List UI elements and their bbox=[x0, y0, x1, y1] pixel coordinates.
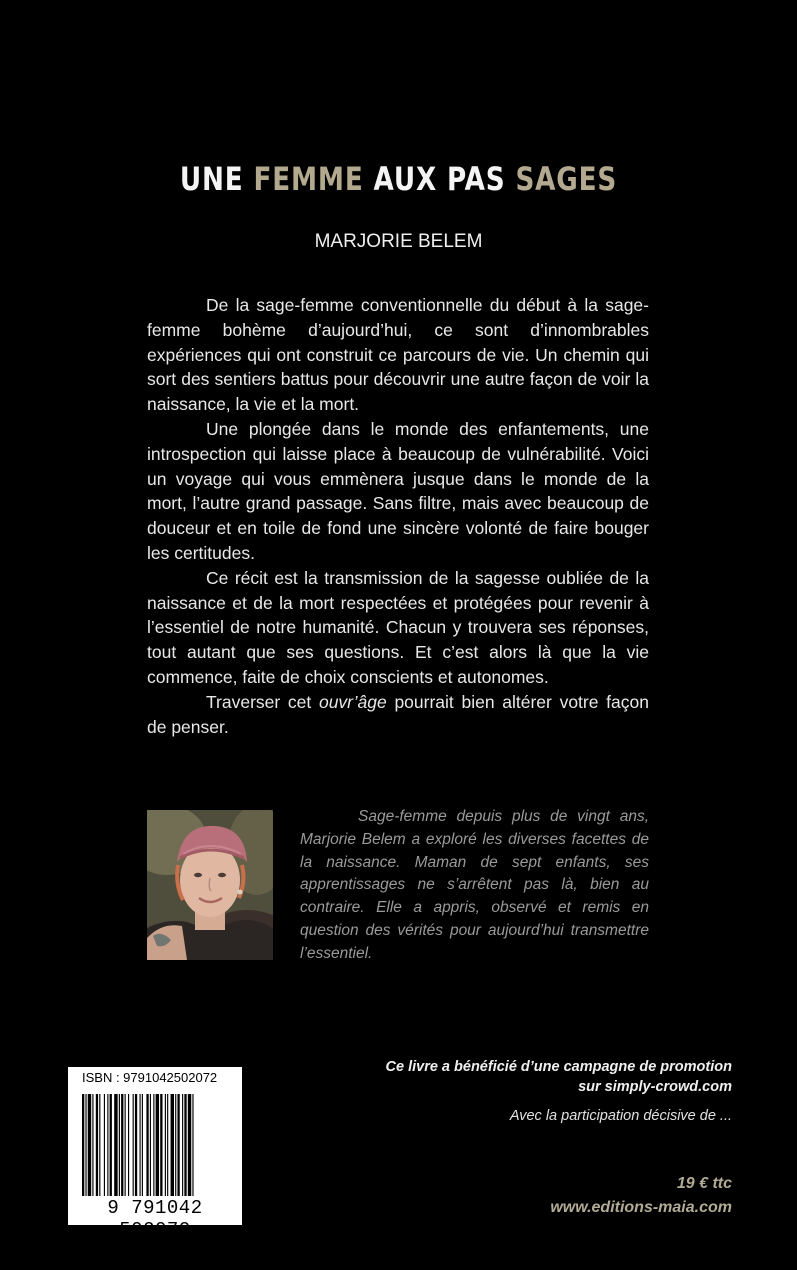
barcode-bar bbox=[99, 1094, 100, 1196]
barcode-graphic bbox=[82, 1094, 228, 1196]
barcode-bar bbox=[184, 1094, 186, 1196]
barcode-bar bbox=[182, 1094, 183, 1196]
price: 19 € ttc bbox=[676, 1175, 732, 1192]
title-part-3: AUX PAS bbox=[363, 160, 516, 198]
promo-line-2: sur simply-crowd.com bbox=[578, 1079, 732, 1095]
barcode-bar bbox=[85, 1094, 86, 1196]
barcode-bar bbox=[156, 1094, 159, 1196]
barcode-bar bbox=[188, 1094, 191, 1196]
barcode-bar bbox=[177, 1094, 179, 1196]
barcode-bar bbox=[110, 1094, 112, 1196]
barcode-bar bbox=[82, 1094, 84, 1196]
blurb-p4-before: Traverser cet bbox=[206, 691, 319, 712]
barcode-bar bbox=[125, 1094, 126, 1196]
barcode-bar bbox=[167, 1094, 168, 1196]
barcode-bar bbox=[119, 1094, 120, 1196]
barcode-bar bbox=[165, 1094, 166, 1196]
barcode-bar bbox=[88, 1094, 91, 1196]
book-title bbox=[72, 160, 726, 198]
author-name: MARJORIE BELEM bbox=[314, 231, 483, 252]
barcode-bar bbox=[153, 1094, 154, 1196]
barcode-bar bbox=[135, 1094, 137, 1196]
participation-note: Avec la participation décisive de ... bbox=[509, 1108, 732, 1124]
barcode-bar bbox=[142, 1094, 143, 1196]
title-part-1: UNE bbox=[179, 160, 254, 198]
barcode-bar bbox=[92, 1094, 93, 1196]
barcode-bar bbox=[146, 1094, 148, 1196]
blurb-paragraph-3: Ce récit est la transmission de la sagesse oubliée de la naissance et de la mort respectées et protégées pour revenir à l’essentiel de notre humanité. Chacun y trouvera ses réponses, tout autant que ses questions. Et c’est alors là que la vie commence, faite de choix conscients et autonomes. bbox=[147, 567, 649, 687]
author-bio bbox=[300, 806, 649, 966]
barcode-bar bbox=[171, 1094, 174, 1196]
barcode-bar bbox=[121, 1094, 123, 1196]
publisher-website: www.editions-maia.com bbox=[550, 1199, 732, 1216]
blurb-p4-after: pourrait bien altérer votre façon de penser. bbox=[147, 691, 649, 737]
author-bio-text: Sage-femme depuis plus de vingt ans, Marjorie Belem a exploré les diverses facettes de la naissance. Maman de sept enfants, ses apprentissages ne s’arrêtent pas là, bien au contraire. Elle a appris, observé et remis en question des vérités pour aujourd’hui transmettre l’essentiel. bbox=[300, 808, 649, 962]
barcode-bar bbox=[160, 1094, 162, 1196]
barcode-bar bbox=[128, 1094, 129, 1196]
blurb-p4-italic: ouvr’âge bbox=[318, 691, 387, 712]
blurb-paragraph-1: De la sage-femme conventionnelle du début à la sage-femme bohème d’aujourd’hui, ce sont d’innombrables expériences qui ont construit ce parcours de vie. Un chemin qui sort des sentiers battus pour découvrir une autre façon de voir la naissance, la vie et la mort. bbox=[147, 295, 649, 415]
blurb bbox=[147, 293, 649, 739]
barcode-bar bbox=[192, 1094, 193, 1196]
barcode-bar bbox=[175, 1094, 176, 1196]
barcode-block bbox=[68, 1067, 242, 1241]
title-part-2: FEMME bbox=[253, 160, 364, 198]
barcode-bar bbox=[133, 1094, 134, 1196]
blurb-paragraph-4 bbox=[147, 690, 649, 740]
title-part-4: SAGES bbox=[515, 160, 618, 198]
promo-line-1: Ce livre a bénéficié d’une campagne de promotion bbox=[385, 1059, 732, 1075]
isbn-label: ISBN : 9791042502072 bbox=[82, 1070, 218, 1085]
barcode-bar bbox=[140, 1094, 141, 1196]
author-portrait-illustration bbox=[147, 810, 273, 960]
barcode-bar bbox=[96, 1094, 98, 1196]
barcode-bar bbox=[114, 1094, 117, 1196]
barcode-bar bbox=[107, 1094, 108, 1196]
barcode-bar bbox=[150, 1094, 151, 1196]
blurb-paragraph-2: Une plongée dans le monde des enfantements, une introspection qui laisse place à beaucoup de vulnérabilité. Voici un voyage qui vous emmènera jusque dans le monde de la mort, l’autre grand passage. Sans filtre, mais avec beaucoup de douceur et en toile de fond une sincère volonté de faire bouger les certitudes. bbox=[147, 418, 649, 563]
barcode-bar bbox=[104, 1094, 105, 1196]
barcode-digits: 9 791042 502072 bbox=[107, 1197, 203, 1241]
author-photo bbox=[147, 810, 273, 960]
promo-note bbox=[386, 1057, 732, 1097]
